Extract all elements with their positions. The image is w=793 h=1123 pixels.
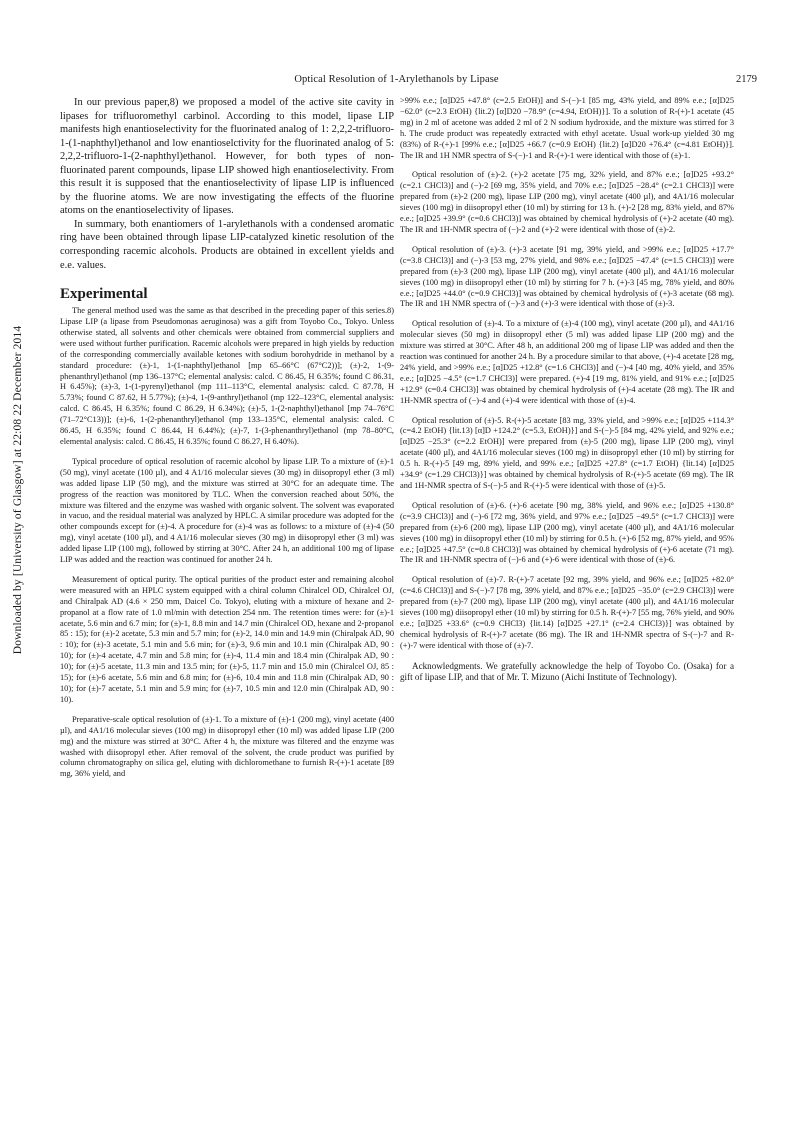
general-method-paragraph: The general method used was the same as that described in the preceding paper of this series.8) Lipase LIP (a lipase from Pseudomonas aeruginosa) was a gift from Toyobo Co., Tokyo. Unless otherwise stated, all solvents and other chemicals were obtained from commercial suppliers and were used without further purification. Racemic alcohols were prepared in high yields by reduction of the corresponding commercially available ketones with sodium borohydride in methanol by a standard procedure: (±)-1, 1-(1-naphthyl)ethanol [mp 65–66°C (67°C2))]; (±)-2, 1-(9-phenanthryl)ethanol (mp 136–137°C; elemental analysis: calcd. C 86.45, H 6.35%; found C 86.31, H 6.45%); (±)-3, 1-(1-pyrenyl)ethanol (mp 111–113°C, elemental analysis: calcd. C 87.78, H 5.73%; found C 87.62, H 5.77%); (±)-4, 1-(9-anthryl)ethanol (mp 122–123°C, elemental analysis: calcd. C 86.45, H 6.35%; found C 86.29, H 6.34%); (±)-5, 1-(2-naphthyl)ethanol [mp 74–76°C (71–72°C13))]; (±)-6, 1-(2-phenanthryl)ethanol (mp 133–135°C, elemental analysis: calcd. C 86.45, H 6.35%; found C 86.44, H 6.44%); (±)-7, 1-(3-phenanthryl)ethanol (mp 78–80°C, elemental analysis: calcd. C 86.45, H 6.35%; found C 86.27, H 6.40%). — [60, 306, 394, 446]
experimental-heading: Experimental — [60, 286, 148, 303]
intro-paragraph-1: In our previous paper,8) we proposed a model of the active site cavity in lipases for trifluoromethyl carbinol. According to this model, lipase LIP manifests high enantioselectivity for the fluorinated analog of 1: 2,2,2-trifluoro-1-(1-naphthyl)ethanol and low enantioselctivity for the fluorinated analog of 5: 2,2,2-trifluoro-1-(2-naphthyl)ethanol. However, for both types of non-fluorinated parent compounds, lipase LIP showed high enantioselectivity. From this result it is supposed that the enantioselectivity of lipase LIP is influenced by the fluorine atoms. We are now investigating the effects of the fluorine atoms on the enantioselectivity of lipases. — [60, 97, 394, 217]
resolution-2-paragraph: Optical resolution of (±)-2. (+)-2 acetate [75 mg, 32% yield, and 87% e.e.; [α]D25 +93.2° (c=2.1 CHCl3)] and (−)-2 [69 mg, 35% yield, and 70% e.e.; [α]D25 −28.4° (c=2.1 CHCl3)] were prepared from (±)-2 (200 mg), lipase LIP (200 mg), vinyl acetate (400 µl), and 4A1/16 molecular sieves (100 mg) in diisopropyl ether (10 ml) by stirring for 13 h. (+)-2 [28 mg, 83% yield, and 87% e.e.; [α]D25 +39.9° (c=0.6 CHCl3)] was obtained by chemical hydrolysis of (+)-2 acetate (40 mg). The IR and 1H-NMR spectra of (−)-2 and (+)-2 were identical with those of (±)-2. — [400, 170, 734, 234]
download-watermark-text: Downloaded by [University of Glasgow] at 22:08 22 December 2014 — [12, 325, 24, 655]
resolution-3-paragraph: Optical resolution of (±)-3. (+)-3 acetate [91 mg, 39% yield, and >99% e.e.; [α]D25 +17.7° (c=3.8 CHCl3)] and (−)-3 [53 mg, 27% yield, and 98% e.e.; [α]D25 −47.4° (c=1.5 CHCl3)] were prepared from (±)-3 (200 mg), lipase LIP (200 mg), vinyl acetate (400 µl), and 4A1/16 molecular sieves (100 mg) in diisopropyl ether (10 ml) by stirring for 7 h. (+)-3 [45 mg, 78% yield, and 80% e.e.; [α]D25 +44.0° (c=0.9 CHCl3)] was obtained by chemical hydrolysis of (+)-3 acetate (68 mg). The IR and 1H NMR spectra of (−)-3 and (+)-3 were identical with those of (±)-3. — [400, 244, 734, 309]
preparative-resolution-paragraph: Preparative-scale optical resolution of (±)-1. To a mixture of (±)-1 (200 mg), vinyl acetate (400 µl), and 4A1/16 molecular sieves (100 mg) in diisopropyl ether (10 ml) was added lipase LIP (200 mg) and the mixture was stirred at 30°C. After 4 h, the mixture was filtered and the enzyme was washed with diisopropyl ether. After removal of the solvent, the crude product was purified by column chromatography on silica gel, eluting with dichloromethane to furnish R-(+)-1 acetate [89 mg, 36% yield, and — [60, 714, 394, 779]
resolution-6-paragraph: Optical resolution of (±)-6. (+)-6 acetate [90 mg, 38% yield, and 96% e.e.; [α]D25 +130.8° (c=3.9 CHCl3)] and (−)-6 [72 mg, 36% yield, and 97% e.e.; [α]D25 −49.5° (c=1.7 CHCl3)] were prepared from (±)-6 (200 mg), lipase LIP (200 mg), vinyl acetate (400 µl), and 4A1/16 molecular sieves (100 mg) in diisopropyl ether (10 ml) by stirring for 0.5 h. (+)-6 [52 mg, 87% yield, and 95% e.e.; [α]D25 +47.5° (c=0.8 CHCl3)] was obtained by chemical hydrolysis of (+)-6 acetate (71 mg). The IR and 1H-NMR spectra of (−)-6 and (+)-6 were identical with those of (±)-6. — [400, 500, 734, 565]
resolution-5-paragraph: Optical resolution of (±)-5. R-(+)-5 acetate [83 mg, 33% yield, and >99% e.e.; [α]D25 +114.3° (c=4.2 EtOH) {lit.13) [α]D +124.2° (c=5.3, EtOH)}] and S-(−)-5 [84 mg, 42% yield, and 92% e.e.; [α]D25 −25.3° (c=2.2 EtOH)] were prepared from (±)-5 (200 mg), lipase LIP (200 mg), vinyl acetate (400 µl), and 4A1/16 molecular sieves (100 mg) in diisopropyl ether (10 ml) by stirring for 0.5 h. R-(+)-5 [49 mg, 89% yield, and 99% e.e.; [α]D25 +27.8° (c=1.7 EtOH) {lit.14) [α]D25 +34.9° (c=1.29 CHCl3)}] was obtained by chemical hydrolysis of R-(+)-5 acetate (69 mg). The IR and 1H-NMR spectra of S-(−)-5 and R-(+)-5 were identical with those of (±)-5. — [400, 415, 734, 490]
optical-purity-paragraph: Measurement of optical purity. The optical purities of the product ester and remaining alcohol were measured with an HPLC system equipped with a chiral column Chiralcel OD, Chiralcel OJ, and Chiralpak AD (4.6 × 250 mm, Daicel Co. Tokyo), eluting with a mixture of hexane and 2-propanol at a flow rate of 1.0 ml/min with detection 254 nm. The retention times were: for (±)-1 acetate, 5.6 min and 6.7 min; for (±)-1, 8.8 min and 14.7 min (Chiralcel OD, hexane and 2-propanol 85 : 15); for (±)-2 acetate, 5.3 min and 5.7 min; for (±)-2, 14.0 min and 14.9 min (Chiralpak AD, 90 : 10); for (±)-3 acetate, 5.1 min and 5.6 min; for (±)-3, 9.6 min and 10.1 min (Chiralpak AD, 90 : 10); for (±)-4 acetate, 4.7 min and 5.8 min; for (±)-4, 11.4 min and 18.4 min (Chiralpak AD, 90 : 10); for (±)-5 acetate, 11.3 min and 13.5 min; for (±)-5, 11.7 min and 15.0 min (Chiralcel OJ, 85 : 15); for (±)-6 acetate, 5.6 min and 6.8 min; for (±)-6, 10.4 min and 11.8 min (Chiralpak AD, 90 : 10); for (±)-7 acetate, 5.1 min and 5.9 min; for (±)-7, 10.5 min and 12.0 min (Chiralpak AD, 90 : 10). — [60, 574, 394, 704]
acknowledgments-paragraph: Acknowledgments. We gratefully acknowledge the help of Toyobo Co. (Osaka) for a gift of lipase LIP, and that of Mr. T. Mizuno (Aichi Institute of Technology). — [400, 660, 734, 683]
intro-paragraph-2: In summary, both enantiomers of 1-arylethanols with a condensed aromatic ring have been obtained through lipase LIP-catalyzed kinetic resolution of the corresponding racemic alcohols. Products are obtained in excellent yields and e.e. values. — [60, 218, 394, 271]
right-column — [400, 96, 734, 684]
preparative-resolution-continued: >99% e.e.; [α]D25 +47.8° (c=2.5 EtOH)] and S-(−)-1 [85 mg, 43% yield, and 89% e.e.; [α]D25 −62.0° (c=2.3 EtOH) {lit.2) [α]D20 −78.9° (c=4.94, EtOH)}]. To a solution of R-(+)-1 acetate (45 mg) in 2 ml of acetone was added 2 ml of 2 N sodium hydroxide, and the mixture was stirred for 3 h. The crude product was repeatedly extracted with ethyl acetate. Usual work-up yielded 30 mg (83%) of R-(+)-1 [99% e.e.; [α]D25 +66.7 (c=0.9 EtOH) {lit.2) [α]D20 +76.4° (c=4.81 EtOH)}]. The IR and 1H NMR spectra of S-(−)-1 and R-(+)-1 were identical with those of (±)-1. — [400, 96, 734, 160]
left-column — [60, 96, 394, 780]
typical-procedure-paragraph: Typical procedure of optical resolution of racemic alcohol by lipase LIP. To a mixture of (±)-1 (50 mg), vinyl acetate (100 µl), and 4 A1/16 molecular sieves (30 mg) in diisopropyl ether (3 ml) was added lipase LIP (50 mg), and the mixture was stirred at 30°C for an adequate time. The progress of the reaction was monitored by TLC. When the conversion reached about 50%, the mixture was filtered and the enzyme was washed with organic solvent. The solvent was evaporated in vacuo, and the residual material was analyzed by HPLC. A similar procedure was adopted for the other compounds except for (±)-4. A procedure for (±)-4 was as follows: to a mixture of (±)-4 (50 mg), vinyl acetate (100 µl), and 4 A1/16 molecular sieves (30 mg) in diisopropyl ether (3 ml) was added lipase LIP (100 mg), followed by stirring at 30°C. After 24 h, an additional 100 mg of lipase LIP was added and the reaction was continued for another 24 h. — [60, 456, 394, 565]
running-title: Optical Resolution of 1-Arylethanols by Lipase — [294, 74, 499, 85]
download-watermark — [11, 320, 25, 660]
resolution-4-paragraph: Optical resolution of (±)-4. To a mixture of (±)-4 (100 mg), vinyl acetate (200 µl), and 4A1/16 molecular sieves (50 mg) in diisopropyl ether (5 ml) was added lipase LIP (200 mg) and the mixture was stirred at 30°C. After 48 h, an additional 200 mg of lipase LIP was added and then the reaction was continued for another 24 h. By a procedure similar to that above, (+)-4 acetate [28 mg, 24% yield, and >99% e.e.; [α]D25 +12.8° (c=1.6 CHCl3)] and (−)-4 [40 mg, 40% yield, and 35% e.e.; [α]D25 −4.5° (c=1.7 CHCl3)] were prepared. (+)-4 [19 mg, 81% yield, and 91% e.e.; [α]D25 +12.9° (c=0.4 CHCl3)] was obtained by chemical hydrolysis of (+)-4 acetate (28 mg). The IR and 1H-NMR spectra of (−)-4 and (+)-4 were identical with those of (±)-4. — [400, 319, 734, 405]
resolution-7-paragraph: Optical resolution of (±)-7. R-(+)-7 acetate [92 mg, 39% yield, and 96% e.e.; [α]D25 +82.0° (c=4.6 CHCl3)] and S-(−)-7 [78 mg, 39% yield, and 87% e.e.; [α]D25 −35.0° (c=2.9 CHCl3)] were prepared from (±)-7 (200 mg), lipase LIP (200 mg), vinyl acetate (400 µl), and 4A1/16 molecular sieves (100 mg) diisopropyl ether (10 ml) by stirring for 0.5 h. R-(+)-7 [55 mg, 76% yield, and 90% e.e.; [α]D25 +33.6° (c=0.9 CHCl3) {lit.14) [α]D25 +27.1° (c=2.4 CHCl3)}] was obtained by chemical hydrolysis of R-(+)-7 acetate (86 mg). The IR and 1H-NMR spectra of S-(−)-7 and R-(+)-7 were identical with those of (±)-7. — [400, 575, 734, 650]
page-number: 2179 — [736, 74, 757, 85]
